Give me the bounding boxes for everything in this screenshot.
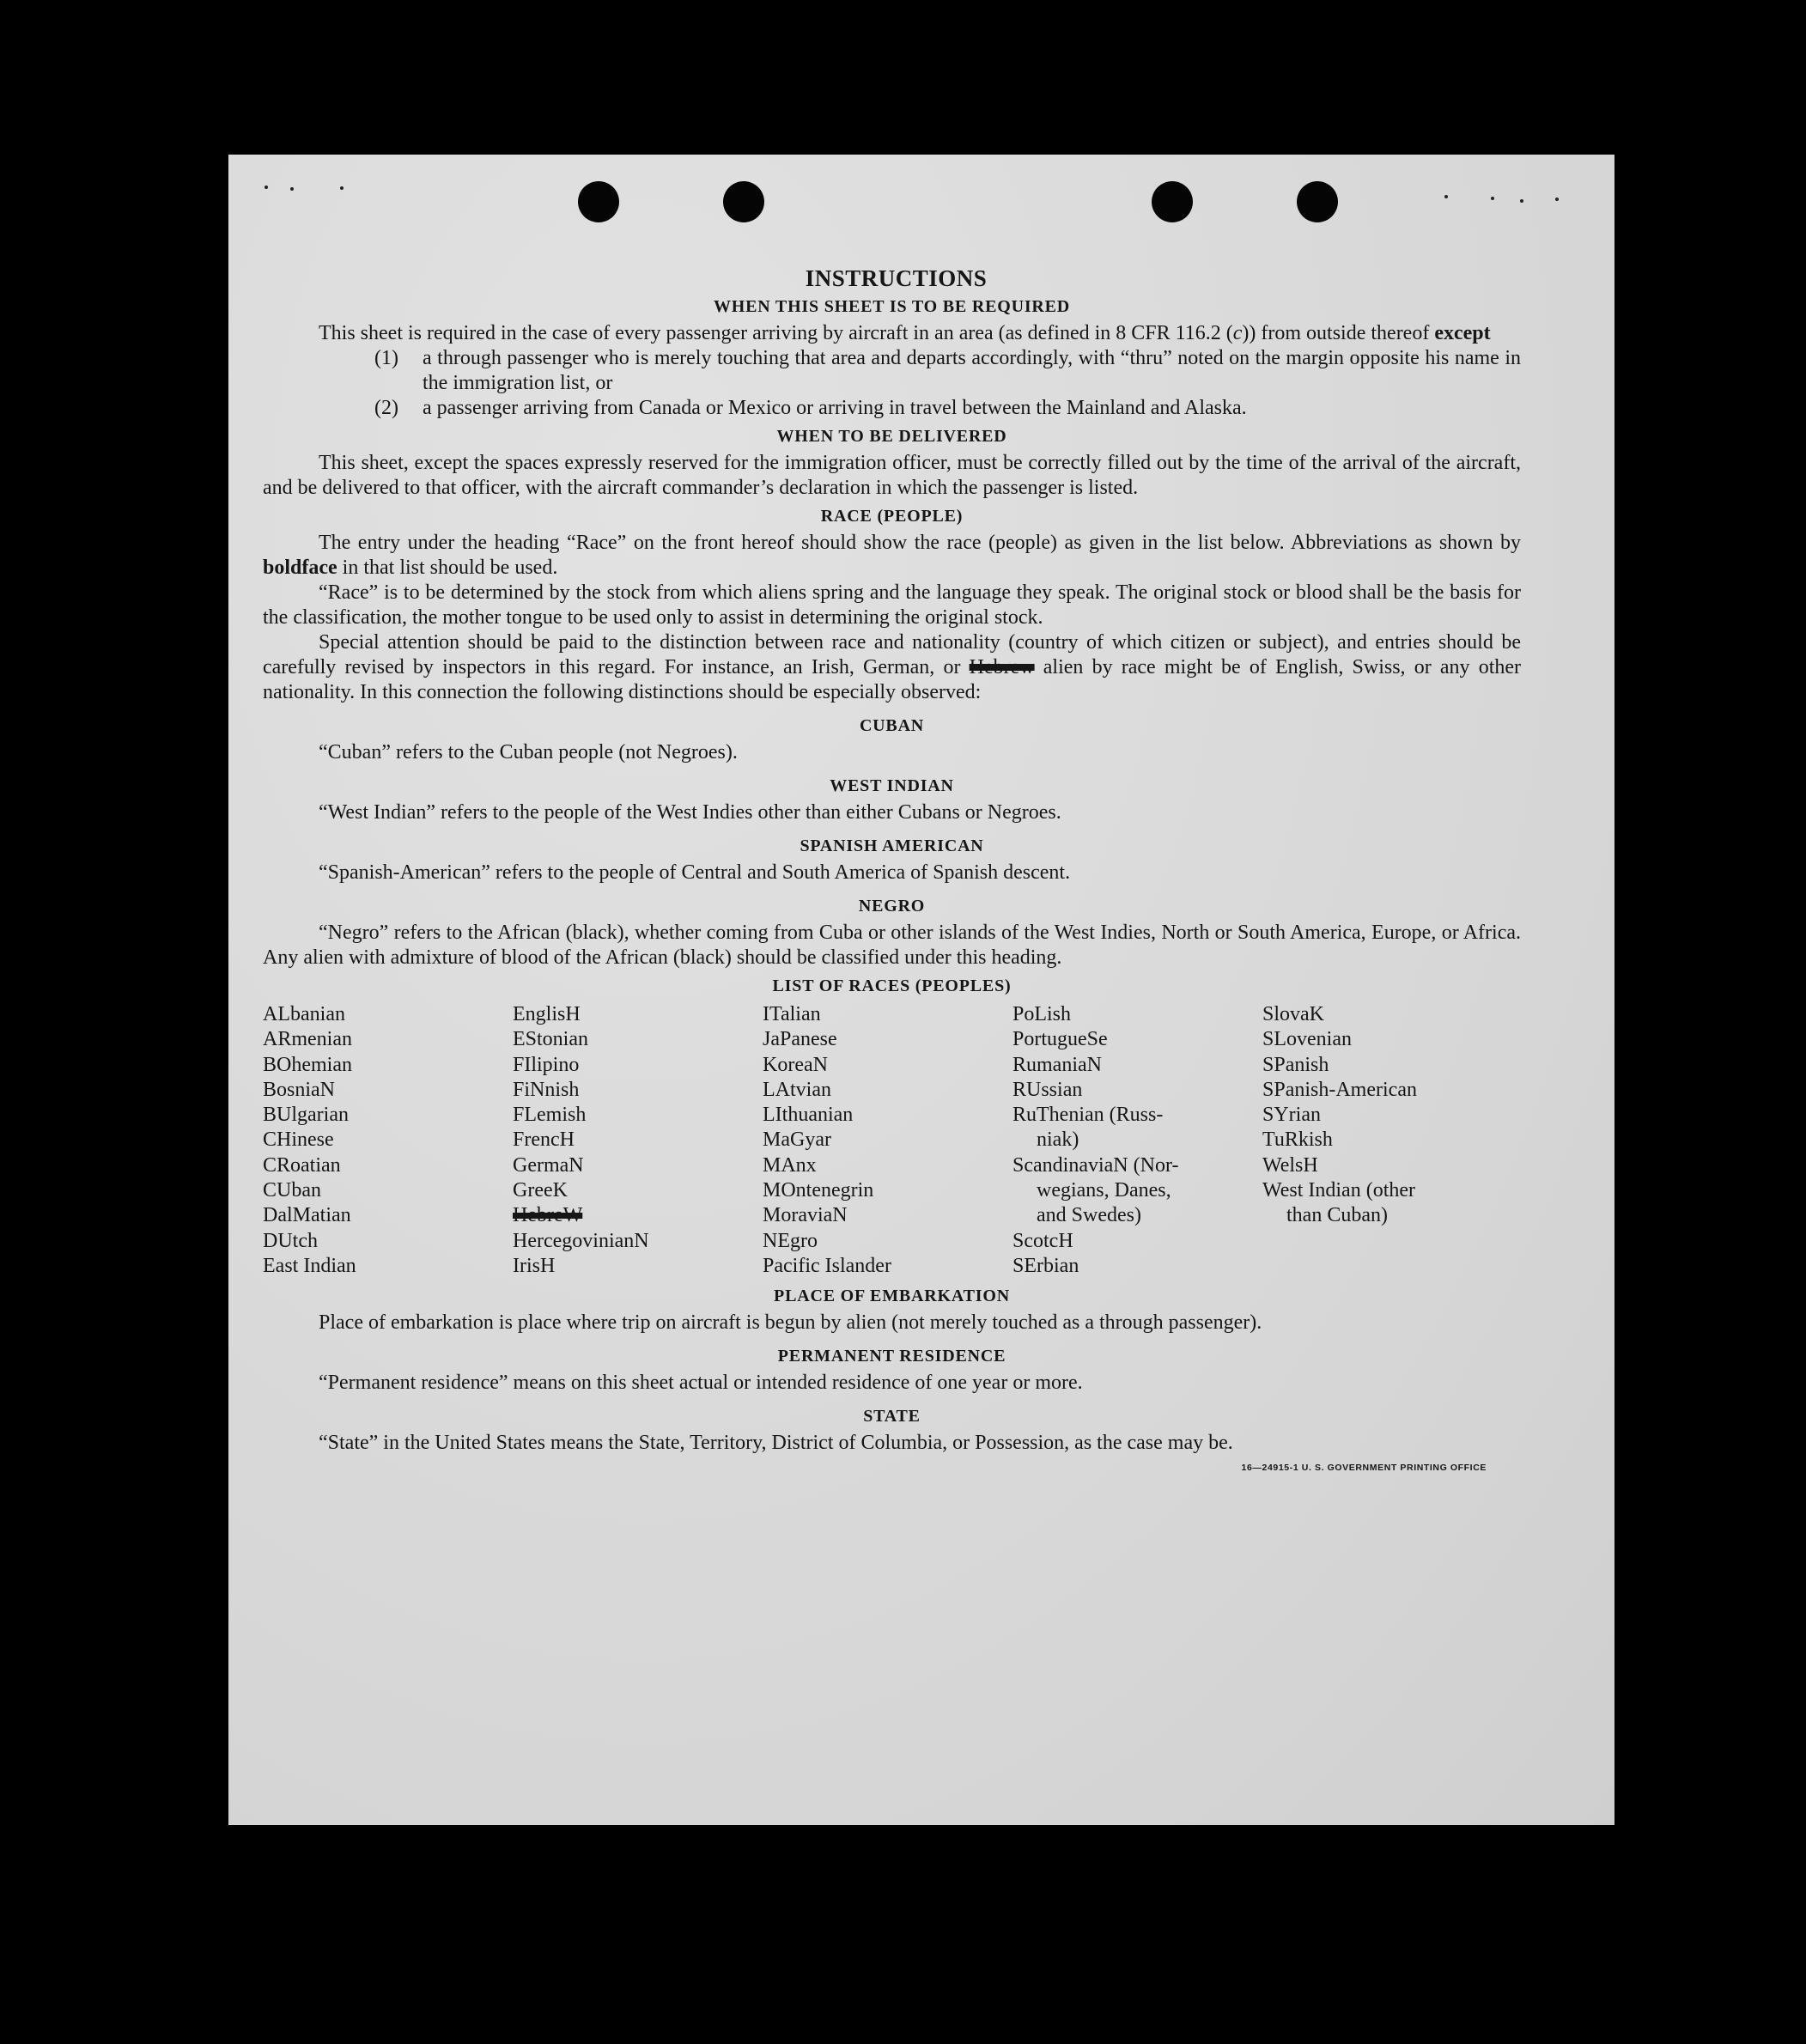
race-entry: SErbian: [1012, 1254, 1079, 1277]
race-entry: NEgro: [763, 1229, 818, 1252]
item-text: a passenger arriving from Canada or Mexico or arriving in travel between the Mainland and Alaska.: [423, 397, 1247, 419]
race-entry: EnglisH: [513, 1003, 581, 1025]
section-heading: PLACE OF EMBARKATION: [774, 1287, 1010, 1306]
race-entry: CHinese: [263, 1128, 334, 1152]
exception-item: [374, 346, 1521, 396]
race-entry: GermaN: [513, 1153, 584, 1177]
race-entry: MaGyar: [763, 1128, 831, 1152]
race-paragraph: Special attention should be paid to the distinction between race and nationality (country of which citizen or subject), and entries should be carefully revised by inspectors in this regard. For instance, an Irish, German, or Hebrew alien by race might be of English, Swiss, or any other nationality. In this connection the following distinctions should be especially observed:: [263, 631, 1521, 703]
race-entry: KoreaN: [763, 1053, 828, 1076]
section-heading: LIST OF RACES (PEOPLES): [772, 976, 1012, 995]
race-entry: MoraviaN: [763, 1204, 848, 1227]
printer-imprint: 16—24915-1 U. S. GOVERNMENT PRINTING OFFICE: [1241, 1463, 1487, 1474]
section-heading: WHEN THIS SHEET IS TO BE REQUIRED: [713, 297, 1071, 316]
races-column: [263, 1002, 513, 1279]
negro-text: “Negro” refers to the African (black), whether coming from Cuba or other islands of the West Indies, North or South America, Europe, or Africa. Any alien with admixture of blood of the African (black) should be classified under this heading.: [263, 922, 1521, 969]
race-entry: RUssian: [1012, 1078, 1083, 1101]
race-entry: CUban: [263, 1179, 321, 1202]
race-entry: Pacific Islander: [763, 1254, 891, 1277]
race-entry: SPanish-American: [1262, 1078, 1417, 1101]
race-entry: RumaniaN: [1012, 1053, 1102, 1076]
race-entry: LIthuanian: [763, 1104, 854, 1127]
race-entry: EStonian: [513, 1028, 588, 1051]
races-column: [1262, 1002, 1512, 1279]
page-footer: [263, 1456, 1521, 1484]
races-column: [1012, 1002, 1262, 1279]
race-entry: TuRkish: [1262, 1128, 1333, 1152]
race-entry: HercegovinianN: [513, 1229, 649, 1252]
punch-hole: [578, 181, 619, 222]
race-entry: FrencH: [513, 1128, 575, 1152]
speck-mark: [1555, 198, 1559, 201]
race-entry: FIlipino: [513, 1053, 580, 1076]
race-paragraph: “Race” is to be determined by the stock from which aliens spring and the language they speak. The original stock or blood shall be the basis for the classification, the mother tongue to be used only to assist in determining the original stock.: [263, 581, 1521, 629]
race-entry: CRoatian: [263, 1153, 341, 1177]
race-paragraph: The entry under the heading “Race” on the front hereof should show the race (people) as given in the list below. Abbreviations as shown by boldface in that list should be used.: [263, 532, 1521, 579]
race-entry: FiNnish: [513, 1078, 580, 1101]
race-entry: than Cuban): [1286, 1204, 1388, 1227]
race-entry: ScotcH: [1012, 1229, 1073, 1252]
embarkation-text: Place of embarkation is place where trip on aircraft is begun by alien (not merely touched as a through passenger).: [319, 1311, 1262, 1335]
instructions-content: [263, 266, 1521, 1484]
speck-mark: [1520, 199, 1523, 203]
race-entry: PoLish: [1012, 1003, 1072, 1025]
section-heading: WHEN TO BE DELIVERED: [776, 427, 1007, 446]
section-heading: RACE (PEOPLE): [820, 507, 964, 526]
race-entry: FLemish: [513, 1104, 587, 1127]
when-delivered-text: This sheet, except the spaces expressly reserved for the immigration officer, must be correctly filled out by the time of the arrival of the aircraft, and be delivered to that officer, with the aircraft commander’s declaration in which the passenger is listed.: [263, 452, 1521, 499]
item-number: (1): [374, 347, 398, 369]
when-required-intro: This sheet is required in the case of every passenger arriving by aircraft in an area (as defined in 8 CFR 116.2 (c)) from outside thereof except: [319, 322, 1491, 344]
race-entry: RuThenian (Russ-: [1012, 1104, 1164, 1127]
section-heading: CUBAN: [859, 716, 925, 735]
document-page: [228, 155, 1614, 1825]
page-title: INSTRUCTIONS: [805, 265, 988, 291]
speck-mark: [340, 186, 344, 190]
race-entry: LAtvian: [763, 1078, 831, 1101]
race-entry: wegians, Danes,: [1037, 1179, 1171, 1202]
punch-hole: [723, 181, 764, 222]
race-entry: BosniaN: [263, 1078, 335, 1101]
punch-hole: [1297, 181, 1338, 222]
race-entry: BOhemian: [263, 1053, 352, 1076]
race-entry: SLovenian: [1262, 1028, 1352, 1051]
race-entry: BUlgarian: [263, 1104, 349, 1127]
item-number: (2): [374, 397, 398, 419]
section-heading: PERMANENT RESIDENCE: [777, 1347, 1006, 1366]
race-entry: ITalian: [763, 1003, 821, 1025]
race-entry: niak): [1037, 1128, 1079, 1152]
race-entry: MOntenegrin: [763, 1179, 874, 1202]
races-column: [763, 1002, 1012, 1279]
race-entry: East Indian: [263, 1254, 356, 1277]
cuban-text: “Cuban” refers to the Cuban people (not Negroes).: [319, 741, 738, 763]
races-list: [263, 1002, 1521, 1279]
speck-mark: [1444, 195, 1448, 198]
race-entry: WelsH: [1262, 1153, 1318, 1177]
punch-hole: [1152, 181, 1193, 222]
speck-mark: [265, 186, 268, 189]
west-indian-text: “West Indian” refers to the people of the West Indies other than either Cubans or Negroes.: [319, 801, 1061, 824]
state-text: “State” in the United States means the State, Territory, District of Columbia, or Possession, as the case may be.: [319, 1432, 1233, 1455]
race-entry: ARmenian: [263, 1028, 352, 1051]
spanish-american-text: “Spanish-American” refers to the people of Central and South America of Spanish descent.: [319, 861, 1071, 884]
section-heading: SPANISH AMERICAN: [800, 836, 984, 855]
section-heading: STATE: [863, 1407, 921, 1427]
race-entry: IrisH: [513, 1254, 556, 1277]
item-text: a through passenger who is merely touching that area and departs accordingly, with “thru” noted on the margin opposite his name in the immigration list, or: [423, 347, 1521, 394]
race-entry: DUtch: [263, 1229, 318, 1252]
race-entry: SYrian: [1262, 1104, 1321, 1127]
race-entry-struck: HebreW: [513, 1204, 583, 1227]
race-entry: SPanish: [1262, 1053, 1329, 1076]
race-entry: SlovaK: [1262, 1003, 1324, 1025]
race-entry: DalMatian: [263, 1204, 351, 1227]
exception-item: [374, 396, 1521, 421]
residence-text: “Permanent residence” means on this sheet actual or intended residence of one year or more.: [319, 1372, 1083, 1395]
speck-mark: [290, 187, 294, 191]
race-entry: GreeK: [513, 1179, 568, 1202]
races-column: [513, 1002, 763, 1279]
race-entry: ScandinaviaN (Nor-: [1012, 1153, 1179, 1177]
race-entry: West Indian (other: [1262, 1179, 1416, 1202]
section-heading: NEGRO: [858, 897, 926, 916]
struck-word: Hebrew: [969, 656, 1035, 678]
race-entry: ALbanian: [263, 1003, 345, 1025]
race-entry: MAnx: [763, 1153, 817, 1177]
race-entry: PortugueSe: [1012, 1028, 1108, 1051]
race-entry: JaPanese: [763, 1028, 837, 1051]
race-entry: and Swedes): [1037, 1204, 1141, 1227]
section-heading: WEST INDIAN: [830, 776, 954, 795]
speck-mark: [1491, 197, 1494, 200]
